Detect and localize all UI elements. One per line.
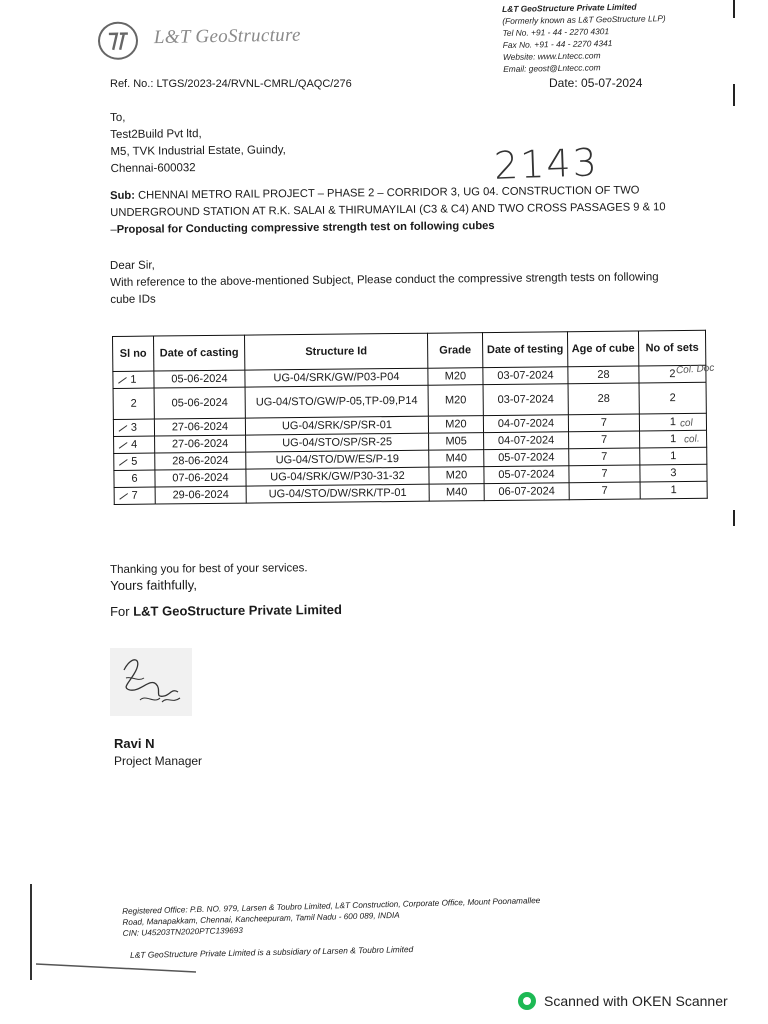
cell-structure: UG-04/SRK/GW/P03-P04 [245,368,428,387]
handwritten-note: col. [683,433,700,446]
cell-casting: 07-06-2024 [155,469,246,487]
cell-casting: 05-06-2024 [154,370,245,388]
scanner-text: Scanned with OKEN Scanner [544,993,728,1009]
cell-structure: UG-04/STO/SP/SR-25 [246,433,429,452]
subsidiary-line: L&T GeoStructure Private Limited is a subsidiary of Larsen & Toubro Limited [130,944,414,960]
cell-testing: 05-07-2024 [484,466,569,484]
subject-text: CHENNAI METRO RAIL PROJECT – PHASE 2 – CORRIDOR 3, UG 04. CONSTRUCTION OF TWO UNDERGROUND STATION AT R.K. SALAI & THIRUMAYILAI (C3 & C4) AND TWO CROSS PASSAGES 9 & 10 – [110,184,666,236]
signer-title: Project Manager [114,754,203,768]
lt-emblem-icon [98,21,139,60]
handwritten-note: col [679,417,694,430]
signature-image [110,648,192,716]
cell-testing: 06-07-2024 [484,483,569,501]
cell-age: 28 [568,366,639,384]
cell-sets: 1 [640,447,707,465]
to-line: To, [110,111,126,124]
scan-edge-mark [733,84,735,106]
yours-faithfully: Yours faithfully, [110,577,197,593]
recipient-street: M5, TVK Industrial Estate, Guindy, [110,144,286,158]
scan-edge-mark [733,510,735,526]
th-sl-no: Sl no [113,336,154,371]
th-date-of-casting: Date of casting [154,335,245,371]
cell-sets: 3 [640,464,707,482]
th-date-of-testing: Date of testing [482,332,567,368]
cell-age: 7 [569,482,640,500]
cell-sl: 1 [113,371,154,388]
recipient-name: Test2Build Pvt ltd, [110,128,202,141]
cell-grade: M20 [428,416,483,434]
cell-sl: 4 [114,436,155,453]
cell-casting: 29-06-2024 [155,486,246,504]
cell-grade: M05 [429,433,484,451]
letter-body [110,260,671,317]
cell-age: 7 [569,448,640,466]
cell-testing: 04-07-2024 [484,432,569,450]
company-website: Website: www.Lntecc.com [502,50,601,62]
cell-grade: M40 [429,450,484,468]
scanner-watermark [518,990,728,1012]
th-grade: Grade [427,333,482,369]
company-tel: Tel No. +91 - 44 - 2270 4301 [502,26,610,38]
th-structure-id: Structure Id [244,333,427,370]
handwritten-note: Col. Doc [675,362,715,377]
cell-age: 7 [569,431,640,449]
cell-sl: 6 [114,470,155,487]
company-contact-block [502,0,667,75]
closing-block [110,560,308,594]
cell-casting: 27-06-2024 [155,435,246,453]
cell-grade: M40 [429,484,484,502]
handwritten-number: 2143 [493,140,600,188]
cell-sets: 1 [640,481,707,499]
th-no-of-sets: No of sets [638,330,705,366]
cell-grade: M20 [428,385,483,417]
registered-office: Registered Office: P.B. NO. 979, Larsen & Toubro Limited, L&T Construction, Corporate Office, Mount Poonamallee Road, Manapakkam, Chennai, Kancheepuram, Tamil Nadu - 600 089, INDIA [122,896,541,927]
subject-bold: Proposal for Conducting compressive strength test on following cubes [116,219,495,236]
scan-edge-mark [733,0,735,18]
cell-structure: UG-04/STO/DW/SRK/TP-01 [246,484,429,503]
company-fax: Fax No. +91 - 44 - 2270 4341 [502,38,613,50]
recipient-address [110,108,286,178]
cell-sets: 2 [639,382,706,414]
registered-office-block [122,895,553,939]
company-former-name: (Formerly known as L&T GeoStructure LLP) [502,13,666,26]
cell-casting: 28-06-2024 [155,452,246,470]
company-email: Email: geost@Lntecc.com [503,62,601,74]
cell-casting: 05-06-2024 [154,387,245,419]
cell-testing: 03-07-2024 [483,367,568,385]
cell-structure: UG-04/STO/DW/ES/P-19 [246,450,429,469]
cell-sl: 7 [114,487,155,504]
reference-number: Ref. No.: LTGS/2023-24/RVNL-CMRL/QAQC/276 [110,78,352,90]
thanks-line: Thanking you for best of your services. [110,562,308,576]
cell-testing: 03-07-2024 [483,384,568,416]
salutation: Dear Sir, [109,259,155,272]
cell-casting: 27-06-2024 [154,418,245,436]
for-prefix: For [110,603,130,619]
scan-smudge [36,960,196,974]
cell-testing: 05-07-2024 [484,449,569,467]
signer-name: Ravi N [114,736,155,751]
cell-sets: 1 [639,413,706,431]
for-company-line [110,602,342,619]
logo-text: L&T GeoStructure [153,24,301,49]
cell-structure: UG-04/SRK/SP/SR-01 [245,416,428,435]
cell-sl: 5 [114,453,155,470]
cell-grade: M20 [429,467,484,485]
subject-block [110,182,671,239]
cell-testing: 04-07-2024 [483,415,568,433]
subject-prefix: Sub: [110,189,136,202]
cell-sets: 2 [639,365,706,383]
cell-structure: UG-04/SRK/GW/P30-31-32 [246,467,429,486]
for-company: L&T GeoStructure Private Limited [133,601,343,619]
cell-age: 7 [568,414,639,432]
body-paragraph: With reference to the above-mentioned Subject, Please conduct the compressive strength tests on following cube IDs [110,271,659,306]
letter-date: Date: 05-07-2024 [549,76,643,90]
th-age-of-cube: Age of cube [567,331,638,367]
company-logo [98,18,339,62]
cell-grade: M20 [428,368,483,386]
company-name: L&T GeoStructure Private Limited [502,1,637,14]
cell-sets: 1 [640,430,707,448]
cube-table [112,330,708,505]
cell-structure: UG-04/STO/GW/P-05,TP-09,P14 [245,385,428,418]
cell-age: 7 [569,465,640,483]
scan-edge-mark [30,884,32,980]
recipient-city: Chennai-600032 [110,162,196,175]
cell-sl: 2 [113,388,154,419]
scanner-logo-icon [518,992,536,1010]
cin-number: CIN: U45203TN2020PTC139693 [122,925,243,938]
cell-age: 28 [568,383,639,415]
cell-sl: 3 [113,419,154,436]
